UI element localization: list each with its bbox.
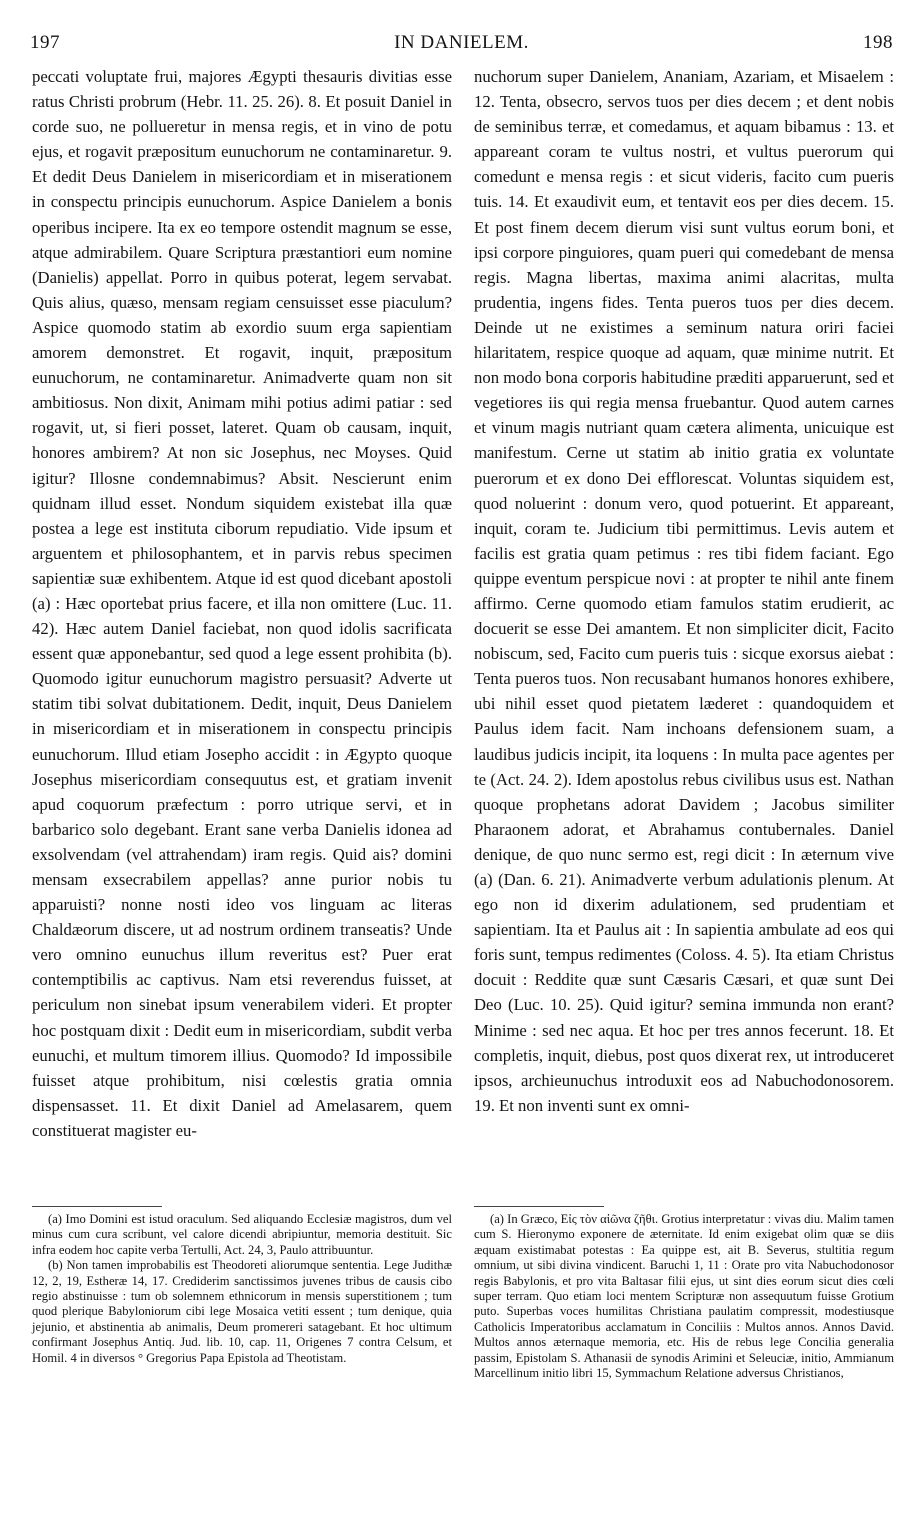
footnote-b-left: (b) Non tamen improbabilis est Theodoreti aliorumque sententia. Lege Judithæ 12, 2, 19, Estheræ 14, 17. Crediderim sanctissimos juvenes tribus de causis cibo regio abstinuisse : tum ob solemnem ethnicorum in mensis superstitionem ; tum quod plerique Babyloniorum cibi lege Mosaica vetiti essent ; tum denique, quia jejunio, et abstinentia ab animalis, Deum promereri satagebant. Et hoc ultimum confirmant Josephus Antiq. Jud. lib. 10, cap. 11, Origenes 7 contra Celsum, et Homil. 4 in diversos ° Gregorius Papa Epistola ad Theotistam.	[32, 1258, 452, 1365]
right-column-text: nuchorum super Danielem, Ananiam, Azariam, et Misaelem : 12. Tenta, obsecro, servos tuos per dies decem ; et dent nobis de seminibus terræ, et comedamus, et aquam bibamus : 13. et appareant coram te vultus nostri, et vultus puerorum qui comedunt e mensa regis : et sicut videris, facito cum pueris tuis. 14. Et exaudivit eum, et tentavit eos per dies decem. 15. Et post finem decem dierum visi sunt vultus eorum boni, et ipsi corpore pinguiores, quam pueri qui comedebant de mensa regis. Magna libertas, maxima animi alacritas, multa prudentia, ingens fides. Tenta pueros tuos per dies decem. Deinde ut ne existimes a seminum natura oriri faciei hilaritatem, respice quoque ad aquam, quæ minime nutrit. Et non modo bona corporis habitudine præditi apparuerunt, sed et vegetiores iis qui regia mensa fruebantur. Quod autem carnes et vinum magis nutriant quam cætera alimenta, unicuique est manifestum. Cerne ut statim ab initio gratia ex voluntate puerorum et ex dono Dei efflorescat. Voluntas siquidem est, quod noluerint : donum vero, quod potuerint. Et appareant, inquit, coram te. Judicium tibi permittimus. Levis autem et facilis est gratia quam petimus : res tibi fidem faciant. Ego quippe eventum perspicue novi : at propter te nihil ante finem affirmo. Cerne quomodo etiam famulos statim erudierit, ac docuerit se esse Dei amantem. Et non simpliciter dicit, Facito nobiscum, sed, Facito cum pueris tuis : sicque exorsus aiebat : Tenta pueros tuos. Non recusabant humanos honores exhibere, ubi nihil esset quod pietatem læderet : quandoquidem et Paulus idem facit. Nam inchoans defensionem suam, a laudibus judicis incipit, ita loquens : In multa pace agentes per te (Act. 24. 2). Idem apostolus rebus civilibus usus est. Nathan quoque prophetans adorat Davidem ; Jacobus similiter Pharaonem adorat, et Abrahamus contubernales. Daniel denique, de quo nunc sermo est, regi dicit : In æternum vive (a) (Dan. 6. 21). Animadverte verbum adulationis plenum. At ego non id dixerim adulationem, sed prudentiam et sapientiam. Ita et Paulus ait : In sapientia ambulate ad eos qui foris sunt, tempus redimentes (Coloss. 4. 5). Ita etiam Christus docuit : Reddite quæ sunt Cæsaris Cæsari, et quæ sunt Dei Deo (Luc. 10. 25). Quid igitur? semina immunda non erant? Minime : sed nec aqua. Et hoc per tres annos fecerunt. 18. Et completis, inquit, diebus, post quos dixerat rex, ut introduceret ipsos, archieunuchus introduxit eos ad Nabuchodonosorem. 19. Et non inventi sunt ex omni-	[474, 67, 894, 1115]
left-text-column	[32, 64, 452, 1143]
footnote-rule-left	[32, 1206, 162, 1207]
running-head	[30, 32, 893, 60]
running-title: IN DANIELEM.	[394, 32, 529, 53]
right-footnotes	[474, 1212, 894, 1381]
left-column-text: peccati voluptate frui, majores Ægypti thesauris divitias esse ratus Christi probrum (Hebr. 11. 25. 26). 8. Et posuit Daniel in corde suo, ne pollueretur in mensa regis, et in vino de potu ejus, et rogavit præpositum eunuchorum ne contaminaretur. 9. Et dedit Deus Danielem in misericordiam et in miserationem in conspectu principis eunuchorum. Aspice Danielem a bonis operibus incipere. Ita ex eo tempore ostendit magnum se esse, atque admirabilem. Quare Scriptura præstantiori eum nomine (Danielis) appellat. Porro in quibus poterat, legem servabat. Quis alius, quæso, mensam regiam censuisset esse piaculum? Aspice quomodo statim ab exordio suum erga sapientiam amorem demonstret. Et rogavit, inquit, præpositum eunuchorum, ne contaminaretur. Animadverte quam non sit ambitiosus. Non dixit, Animam mihi potius adimi patiar : sed rogavit, ut, si fieri posset, lateret. Quam ob causam, inquit, honores ambirem? At non sic Josephus, nec Moyses. Quid igitur? Illosne condemnabimus? Absit. Nescierunt enim quidnam illud esset. Nondum siquidem existebat illa quæ postea a lege est instituta ciborum repudiatio. Vide ipsum et arguentem et philosophantem, et in parvis rebus specimen sapientiæ suæ exhibentem. Atque id est quod dicebant apostoli (a) : Hæc oportebat prius facere, et illa non omittere (Luc. 11. 42). Hæc autem Daniel faciebat, non quod idolis sacrificata essent quæ apponebantur, sed quod a lege essent prohibita (b). Quomodo igitur eunuchorum magistro persuasit? Adverte ut statim tibi solvat dubitationem. Dedit, inquit, Deus Danielem in misericordiam et in miserationem in conspectu principis eunuchorum. Illud etiam Josepho accidit : in Ægypto quoque Josephus misericordiam consequutus est, et gratiam invenit apud coquorum præfectum : porro utrique servi, et in barbarico solo degebant. Erant sane verba Danielis idonea ad exsolvendam (vel attrahendam) iram regis. Quid ais? domini mensam exsecrabilem appellas? anne purior nobis tu apparuisti? nonne nosti ideo vos linguam ac literas Chaldæorum discere, ut ad nostrum ordinem transeatis? Unde vero omnino eunuchus illum reveritus est? Puer erat contemptibilis ac captivus. Nam etsi reverendus fuisset, at periculum non sinebat ipsum venerabilem videri. Et propter hoc postquam dixit : Dedit eum in misericordiam, subdit verba eunuchi, et multum timorem illius. Quomodo? Id impossibile fuisset atque prohibitum, nisi cœlestis gratia omnia dispensasset. 11. Et dixit Daniel ad Amelasarem, quem constituerat magister eu-	[32, 67, 452, 1140]
footnote-rule-right	[474, 1206, 604, 1207]
footnote-a-right: (a) In Græco, Εἰς τὸν αἰῶνα ζῆθι. Grotius interpretatur : vivas diu. Malim tamen cum S. Hieronymo exponere de æternitate. Id enim exigebat olim quæ se diis æquam existimabat potestas : Ea quippe est, ait B. Severus, stultitia regum omnium, ut sibi divina vindicent. Baruchi 1, 11 : Orate pro vita Nabuchodonosor regis Babylonis, et pro vita Baltasar filii ejus, ut sint dies eorum sicut dies cœli super terram. Quo etiam loci mentem Scripturæ non assequutum fuisse Grotium puto. Superbas voces humilitas Christiana paulatim compressit, modestiusque Catholicis Imperatoribus acclamatum in Conciliis : Multos annos. Annos David. Multos annos æternaque memoria, etc. His de rebus lege Concilia generalia passim, Epistolam S. Athanasii de synodis Arimini et Seleuciæ, initio, Ammianum Marcellinum initio libri 15, Symmachum Relatione adversus Christianos,	[474, 1212, 894, 1381]
right-text-column	[474, 64, 894, 1118]
left-footnotes	[32, 1212, 452, 1366]
page-number-left: 197	[30, 32, 60, 53]
page-number-right: 198	[863, 32, 893, 53]
footnote-a-left: (a) Imo Domini est istud oraculum. Sed aliquando Ecclesiæ magistros, dum vel minus cum cura scribunt, vel calore dicendi abripiuntur, memoria destituit. Sic infra eodem hoc capite verba Tertulli, Act. 24, 3, Paulo attribuuntur.	[32, 1212, 452, 1257]
